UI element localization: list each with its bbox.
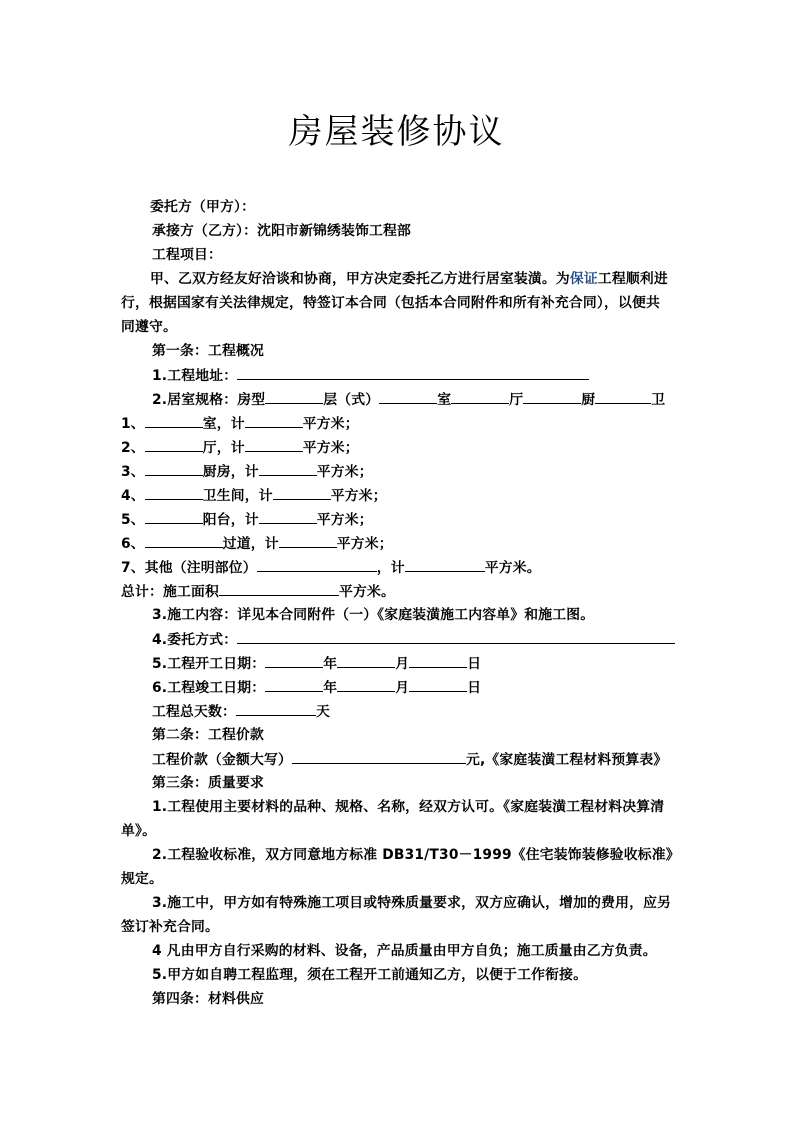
intro-paragraph-line-2: 行，根据国家有关法律规定，特签订本合同（包括本合同附件和所有补充合同），以便共 (121, 295, 660, 311)
quality-item-2-line-2: 规定。 (121, 871, 163, 887)
item-label: 卫生间，计 (202, 488, 273, 504)
blank-balcony-count[interactable] (145, 508, 203, 524)
room-item-7 (121, 556, 677, 579)
quality-item-3-line-1: 3.施工中，甲方如有特殊施工项目或特殊质量要求，双方应确认，增加的费用，应另 (152, 895, 672, 911)
blank-contract-price[interactable] (292, 748, 466, 764)
intro-paragraph-line-3: 同遵守。 (121, 319, 177, 335)
blank-start-day[interactable] (409, 652, 467, 668)
floor-label: 层（式） (323, 392, 380, 408)
item-label: 室，计 (202, 416, 245, 432)
month-label: 月 (395, 656, 410, 672)
item-label: 过道，计 (222, 536, 279, 552)
project-address-line (152, 364, 677, 387)
day-label: 日 (467, 680, 482, 696)
commission-method-line (152, 628, 677, 651)
unit-label: 平方米。 (484, 560, 541, 576)
item-number: 5、 (121, 512, 145, 528)
year-label: 年 (323, 680, 338, 696)
blank-end-month[interactable] (337, 676, 395, 692)
unit-label: 平方米； (316, 464, 373, 480)
blank-balcony-area[interactable] (259, 508, 317, 524)
blank-other-area[interactable] (405, 556, 485, 572)
count-label: ，计 (376, 560, 405, 576)
quality-item-1-line-2: 单》。 (121, 823, 157, 839)
intro-paragraph-line-1 (150, 268, 677, 290)
item-label: 7、其他（注明部位） (121, 560, 257, 576)
room-item-2 (121, 436, 677, 459)
blank-hall-area[interactable] (245, 436, 303, 452)
blank-room[interactable] (451, 388, 509, 404)
room-item-6 (121, 532, 677, 555)
blank-corridor-count[interactable] (145, 532, 223, 548)
month-label: 月 (395, 680, 410, 696)
client-party-line: 委托方（甲方）： (150, 199, 256, 215)
contractor-party-line: 承接方（乙方）：沈阳市新锦绣装饰工程部 (152, 223, 412, 239)
total-area-label: 总计：施工面积 (121, 584, 219, 600)
blank-kitchen-count[interactable] (145, 460, 203, 476)
blank-total-area[interactable] (219, 580, 339, 596)
commission-method-label: 4.委托方式： (152, 632, 238, 648)
start-date-label: 5.工程开工日期： (152, 656, 266, 672)
day-label: 日 (467, 656, 482, 672)
unit-label: 平方米； (336, 536, 393, 552)
blank-commission-method[interactable] (237, 628, 675, 644)
blank-room-count[interactable] (145, 412, 203, 428)
article-2-heading: 第二条：工程价款 (152, 727, 264, 743)
contract-price-unit: 元,《家庭装潢工程材料预算表》 (465, 752, 668, 768)
start-date-line (152, 652, 677, 675)
blank-type[interactable] (265, 388, 323, 404)
work-content-line: 3.施工内容：详见本合同附件（一）《家庭装潢施工内容单》和施工图。 (152, 607, 595, 623)
room-spec-label: 2.居室规格：房型 (152, 392, 266, 408)
room-label: 室 (437, 392, 452, 408)
item-label: 厨房，计 (202, 464, 259, 480)
blank-end-year[interactable] (265, 676, 323, 692)
contract-price-line (152, 748, 677, 771)
document-title: 房屋装修协议 (288, 112, 505, 152)
quality-item-5-line: 5.甲方如自聘工程监理，须在工程开工前通知乙方，以便于工作衔接。 (152, 967, 588, 983)
room-item-5 (121, 508, 677, 531)
item-number: 2、 (121, 440, 145, 456)
unit-label: 平方米； (316, 512, 373, 528)
article-3-heading: 第三条：质量要求 (152, 775, 264, 791)
project-address-blank[interactable] (237, 364, 589, 380)
item-number: 3、 (121, 464, 145, 480)
blank-hall-count[interactable] (145, 436, 203, 452)
blank-bathroom-count[interactable] (145, 484, 203, 500)
blank-room-area[interactable] (245, 412, 303, 428)
blank-other-part[interactable] (257, 556, 377, 572)
article-4-heading: 第四条：材料供应 (152, 991, 264, 1007)
room-item-3 (121, 460, 677, 483)
blank-floor[interactable] (379, 388, 437, 404)
item-label: 阳台，计 (202, 512, 259, 528)
room-item-1 (121, 412, 677, 435)
item-number: 4、 (121, 488, 145, 504)
kitchen-label: 厨 (581, 392, 596, 408)
item-label: 厅，计 (202, 440, 245, 456)
end-date-label: 6.工程竣工日期： (152, 680, 266, 696)
year-label: 年 (323, 656, 338, 672)
contract-price-label: 工程价款（金额大写） (152, 752, 292, 768)
blank-start-month[interactable] (337, 652, 395, 668)
quality-item-4-line: 4 凡由甲方自行采购的材料、设备，产品质量由甲方自负；施工质量由乙方负责。 (152, 943, 657, 959)
project-address-label: 1.工程地址： (152, 368, 238, 384)
unit-label: 平方米； (302, 440, 359, 456)
total-area-line (121, 580, 677, 603)
total-days-label: 工程总天数： (152, 704, 236, 720)
room-spec-line (152, 388, 677, 411)
blank-kitchen[interactable] (595, 388, 651, 404)
hall-label: 厅 (509, 392, 524, 408)
blank-total-days[interactable] (236, 700, 316, 716)
blank-corridor-area[interactable] (279, 532, 337, 548)
blank-end-day[interactable] (409, 676, 467, 692)
intro-text-a: 甲、乙双方经友好洽谈和协商，甲方决定委托乙方进行居室装潢。为 (150, 271, 570, 287)
total-days-line (152, 700, 677, 723)
blank-hall[interactable] (523, 388, 581, 404)
room-item-4 (121, 484, 677, 507)
unit-label: 平方米。 (338, 584, 395, 600)
bathroom-label: 卫 (651, 392, 666, 408)
blank-bathroom-area[interactable] (273, 484, 331, 500)
blank-kitchen-area[interactable] (259, 460, 317, 476)
days-unit-label: 天 (315, 704, 330, 720)
quality-item-3-line-2: 签订补充合同。 (121, 919, 219, 935)
quality-item-2-line-1: 2.工程验收标准，双方同意地方标准 DB31/T30－1999《住宅装饰装修验收标准》 (152, 847, 680, 863)
project-line: 工程项目： (152, 247, 222, 263)
quality-item-1-line-1: 1.工程使用主要材料的品种、规格、名称，经双方认可。《家庭装潢工程材料决算清 (152, 799, 665, 815)
unit-label: 平方米； (302, 416, 359, 432)
item-number: 1、 (121, 416, 145, 432)
article-1-heading: 第一条：工程概况 (152, 343, 264, 359)
item-number: 6、 (121, 536, 145, 552)
intro-text-b: 工程顺利进 (597, 271, 668, 287)
end-date-line (152, 676, 677, 699)
guarantee-link[interactable]: 保证 (569, 271, 598, 287)
unit-label: 平方米； (330, 488, 387, 504)
blank-start-year[interactable] (265, 652, 323, 668)
